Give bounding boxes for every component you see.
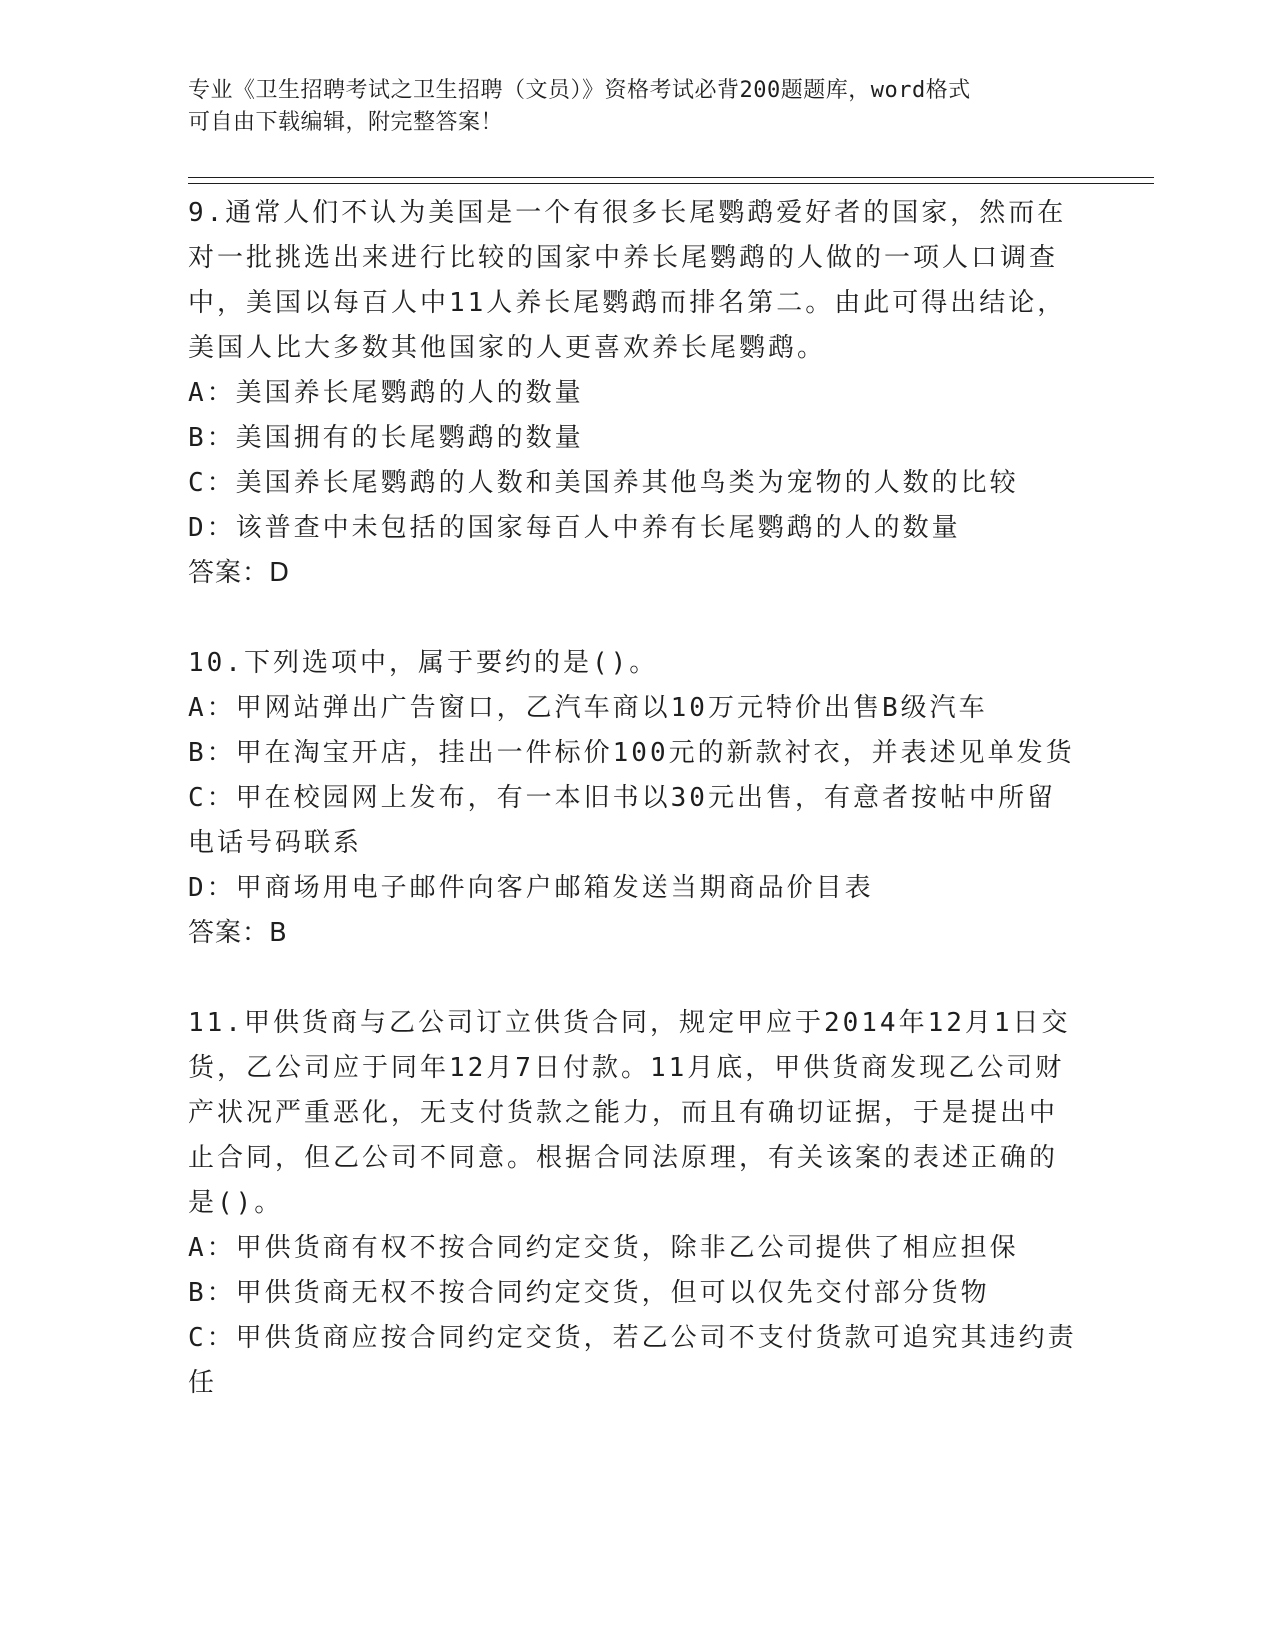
option-b: B：美国拥有的长尾鹦鹉的数量 — [188, 423, 584, 453]
option-a: A：甲网站弹出广告窗口，乙汽车商以10万元特价出售B级汽车 — [188, 693, 988, 723]
option-a: A：甲供货商有权不按合同约定交货，除非乙公司提供了相应担保 — [188, 1233, 1019, 1263]
option-b: B：甲在淘宝开店，挂出一件标价100元的新款衬衣，并表述见单发货 — [188, 738, 1075, 768]
question-list — [188, 191, 1078, 1406]
question-spacer — [188, 596, 1078, 641]
question-10 — [188, 641, 1078, 956]
question-text: 9.通常人们不认为美国是一个有很多长尾鹦鹉爱好者的国家，然而在对一批挑选出来进行比较的国家中养长尾鹦鹉的人做的一项人口调查中，美国以每百人中11人养长尾鹦鹉而排名第二。由此可得出结论，美国人比大多数其他国家的人更喜欢养长尾鹦鹉。 — [188, 198, 1067, 363]
option-d: D：甲商场用电子邮件向客户邮箱发送当期商品价目表 — [188, 873, 874, 903]
option-a: A：美国养长尾鹦鹉的人的数量 — [188, 378, 584, 408]
header-divider-thick — [188, 183, 1154, 184]
question-text: 10.下列选项中，属于要约的是()。 — [188, 648, 659, 678]
question-text: 11.甲供货商与乙公司订立供货合同，规定甲应于2014年12月1日交货，乙公司应于同年12月7日付款。11月底，甲供货商发现乙公司财产状况严重恶化，无支付货款之能力，而且有确切证据，于是提出中止合同，但乙公司不同意。根据合同法原理，有关该案的表述正确的是()。 — [188, 1008, 1071, 1218]
answer-line: 答案：D — [188, 558, 291, 588]
header-line-2: 可自由下载编辑，附完整答案！ — [188, 110, 504, 135]
option-c: C：甲在校园网上发布，有一本旧书以30元出售，有意者按帖中所留电话号码联系 — [188, 783, 1056, 858]
question-spacer — [188, 956, 1078, 1001]
question-9 — [188, 191, 1078, 596]
answer-line: 答案：B — [188, 918, 288, 948]
header-divider-thin — [188, 177, 1154, 178]
option-c: C：甲供货商应按合同约定交货，若乙公司不支付货款可追究其违约责任 — [188, 1323, 1077, 1398]
question-11 — [188, 1001, 1078, 1406]
option-c: C：美国养长尾鹦鹉的人数和美国养其他鸟类为宠物的人数的比较 — [188, 468, 1019, 498]
document-header — [188, 75, 1088, 139]
option-b: B：甲供货商无权不按合同约定交货，但可以仅先交付部分货物 — [188, 1278, 990, 1308]
header-line-1: 专业《卫生招聘考试之卫生招聘（文员）》资格考试必背200题题库，word格式 — [188, 78, 971, 103]
option-d: D：该普查中未包括的国家每百人中养有长尾鹦鹉的人的数量 — [188, 513, 961, 543]
